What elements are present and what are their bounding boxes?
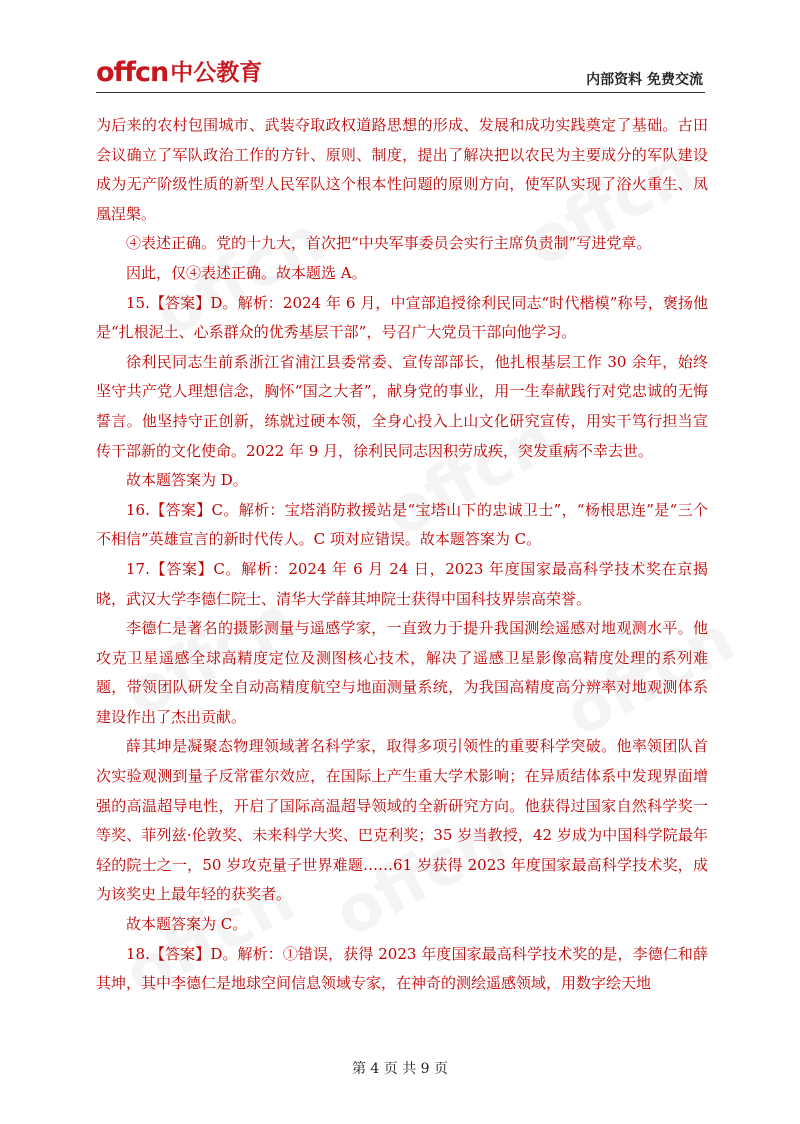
paragraph: 故本题答案为 C。: [126, 915, 248, 934]
page-header: [96, 58, 705, 93]
question-16-answer: 16.【答案】C。解析：宝塔消防救援站是“宝塔山下的忠诚卫士”，“杨根思连”是“三个不相信”英雄宣言的新时代传人。C 项对应错误。故本题答案为 C。: [96, 500, 708, 549]
paragraph: 徐利民同志生前系浙江省浦江县委常委、宣传部部长，他扎根基层工作 30 余年，始终坚守共产党人理想信念，胸怀“国之大者”，献身党的事业，用一生奉献践行对党忠诚的无悔誓言。他坚持守正创新，练就过硬本领，全身心投入上山文化研究宣传，用实干笃行担当宣传干部新的文化使命。2022 年 9 月，徐利民同志因积劳成疾，突发重病不幸去世。: [96, 352, 708, 460]
paragraph: 李德仁是著名的摄影测量与遥感学家，一直致力于提升我国测绘遥感对地观测水平。他攻克卫星遥感全球高精度定位及测图核心技术，解决了遥感卫星影像高精度处理的系列难题，带领团队研发全自动高精度航空与地面测量系统，为我国高精度高分辨率对地观测体系建设作出了杰出贡献。: [96, 619, 708, 726]
logo-mark: offcn: [96, 57, 169, 88]
paragraph: 故本题答案为 D。: [126, 471, 248, 490]
document-body: [96, 111, 708, 999]
logo-text: 中公教育: [170, 60, 263, 86]
page-number: 第 4 页 共 9 页: [351, 1061, 449, 1077]
paragraph: 薛其坤是凝聚态物理领域著名科学家，取得多项引领性的重要科学突破。他率领团队首次实验观测到量子反常霍尔效应，在国际上产生重大学术影响；在异质结体系中发现界面增强的高温超导电性，开启了国际高温超导领域的全新研究方向。他获得过国家自然科学奖一等奖、菲列兹·伦敦奖、未来科学大奖、巴克利奖；35 岁当教授，42 岁成为中国科学院最年轻的院士之一，50 岁攻克量子世界难题……61 岁获得 2023 年度国家最高科学技术奖，成为该奖史上最年轻的获奖者。: [96, 737, 708, 904]
paragraph: 为后来的农村包围城市、武装夺取政权道路思想的形成、发展和成功实践奠定了基础。古田会议确立了军队政治工作的方针、原则、制度，提出了解决把以农民为主要成分的军队建设成为无产阶级性质的新型人民军队这个根本性问题的原则方向，使军队实现了浴火重生、凤凰涅槃。: [96, 116, 708, 223]
question-17-answer: 17.【答案】C。解析：2024 年 6 月 24 日，2023 年度国家最高科学技术奖在京揭晓，武汉大学李德仁院士、清华大学薛其坤院士获得中国科技界崇高荣誉。: [96, 559, 708, 608]
paragraph: 因此，仅④表述正确。故本题选 A。: [126, 263, 367, 282]
offcn-logo: [96, 58, 262, 88]
question-15-answer: 15.【答案】D。解析：2024 年 6 月，中宣部追授徐利民同志“时代楷模”称号，褒扬他是“扎根泥土、心系群众的优秀基层干部”，号召广大党员干部向他学习。: [96, 293, 708, 342]
question-18-answer: 18.【答案】D。解析：①错误，获得 2023 年度国家最高科学技术奖的是，李德仁和薛其坤，其中李德仁是地球空间信息领域专家，在神奇的测绘遥感领域，用数字绘天地: [96, 944, 708, 993]
header-note: 内部资料 免费交流: [586, 72, 703, 88]
paragraph: ④表述正确。党的十九大，首次把“中央军事委员会实行主席负责制”写进党章。: [126, 234, 652, 253]
